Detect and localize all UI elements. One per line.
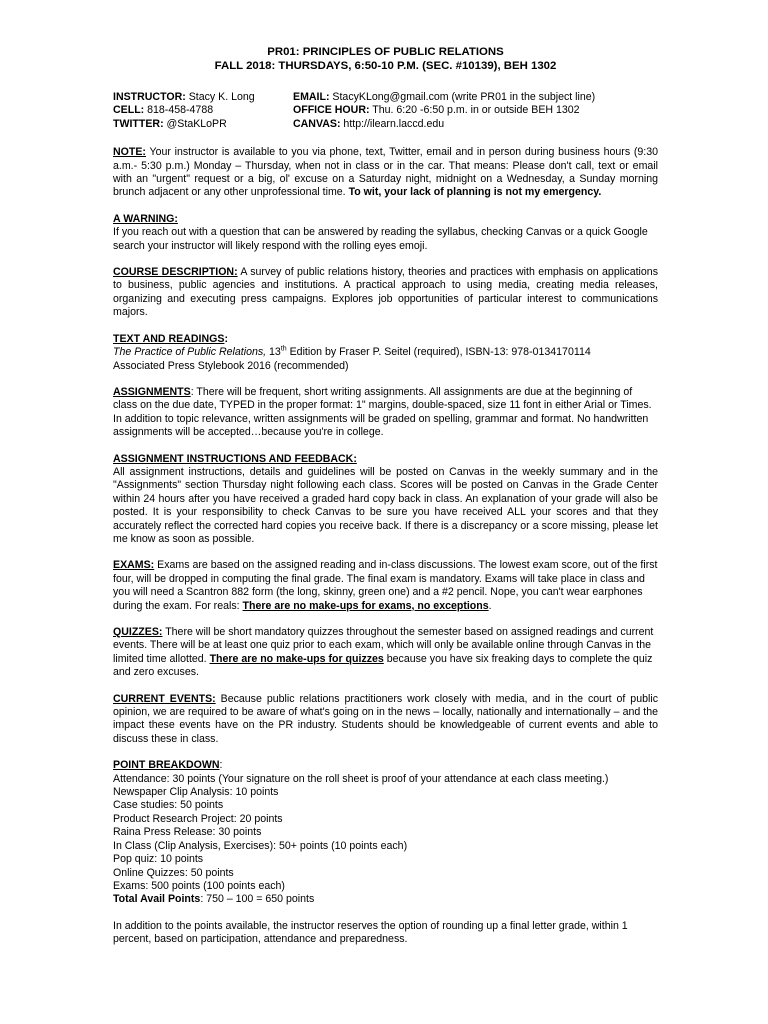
stylebook-line: Associated Press Stylebook 2016 (recommended) [113,359,349,372]
course-description-text: A survey of public relations history, theories and practices with emphasis on applications to business, public agencies and institutions. A practical approach to using media, creating media releases, organizing and executing press campaigns. Explores job opportunities of particular interest to communications majors. [113,266,658,319]
instructor-row [113,91,293,104]
twitter-handle: @StaKLoPR [163,117,227,130]
instructor-name: Stacy K. Long [185,91,255,103]
twitter-row [113,118,293,131]
text-readings-heading: TEXT AND READINGS [113,332,225,345]
cell-row [113,104,293,117]
point-item: Online Quizzes: 50 points [113,866,234,879]
quizzes-text: There will be short mandatory quizzes throughout the semester based on assigned readings and current events. There will be at least one quiz prior to each exam, which will only be available online through Canvas in the limited time allotted. [113,626,654,665]
quizzes-section [113,626,658,680]
course-description-heading: COURSE DESCRIPTION: [113,266,238,279]
warning-heading: A WARNING: [113,212,178,225]
text-readings-section [113,333,658,373]
point-item: Product Research Project: 20 points [113,812,283,825]
cell-number: 818-458-4788 [144,104,214,117]
point-item: In Class (Clip Analysis, Exercises): 50+ points (10 points each) [113,839,408,852]
quizzes-emphasis: There are no make-ups for quizzes [209,652,384,665]
warning-section [113,213,658,253]
instructor-label: INSTRUCTOR: [113,91,186,103]
closing-section [113,920,658,947]
email-address: StacyKLong@gmail.com (write PR01 in the subject line) [329,91,596,103]
note-emphasis: To wit, your lack of planning is not my emergency. [348,186,602,199]
point-breakdown-heading: POINT BREAKDOWN [113,759,220,772]
office-hour-label: OFFICE HOUR: [293,104,370,117]
point-total-label: Total Avail Points [113,893,201,906]
closing-text: In addition to the points available, the instructor reserves the option of rounding up a final letter grade, within 1 percent, based on participation, attendance and preparedness. [113,919,628,946]
current-events-text: Because public relations practitioners work closely with media, and in the court of public opinion, we are required to be aware of what's going on in the news – locally, nationally and internationally – and the impact these events have on the PR industry. Students should be knowledgeable of current events and able to discuss these in class. [113,692,658,745]
instructions-text: All assignment instructions, details and guidelines will be posted on Canvas in the weekly summary and in the "Assignments" section Thursday night following each class. Scores will be posted on Canvas in the Grade Center within 24 hours after you have received a graded hard copy back in class. An explanation of your grade will also be posted. It is your responsibility to check Canvas to be sure you have received ALL your scores and that they accurately reflect the corrected hard copies you receive back. If there is a discrepancy or a score missing, please let me know as soon as possible. [113,465,658,545]
point-item: Pop quiz: 10 points [113,853,204,866]
note-section [113,146,658,200]
exams-text: Exams are based on the assigned reading and in-class discussions. The lowest exam score, out of the first four, will be dropped in computing the final grade. The final exam is mandatory. Exams will take place in class and you will need a Scantron 882 form (the long, skinny, green one) and a #2 pencil. Nope, you can't wear earphones during the exam. For reals: [113,559,658,612]
assignments-heading: ASSIGNMENTS [113,385,191,398]
contact-left-column [113,91,293,131]
point-total-value: : 750 – 100 = 650 points [200,893,315,906]
textbook-title: The Practice of Public Relations, [113,346,267,359]
assignments-text: : There will be frequent, short writing assignments. All assignments are due at the beginning of class on the due date, TYPED in the proper format: 1" margins, double-spaced, size 11 font in either Arial or Times. In addition to topic relevance, written assignments will be graded on spelling, grammar and format. No handwritten assignments will be accepted…because you're in college. [113,385,652,439]
canvas-label: CANVAS: [293,117,341,130]
contact-right-column [293,91,658,131]
point-total [113,893,658,906]
current-events-heading: CURRENT EVENTS: [113,692,216,705]
exams-emphasis: There are no make-ups for exams, no exceptions [242,599,489,612]
office-hour-row [293,104,658,117]
note-heading: NOTE: [113,146,146,159]
note-text: Your instructor is available to you via phone, text, Twitter, email and in person during business hours (9:30 a.m.- 5:30 p.m.) Monday – Thursday, when not in class or in the car. That means: Please don't call, text or email with an "urgent" request or a big, ol' excuse on a Saturday night, midnight on a Wednesday, a Sunday morning brunch adjacent or any other unprofessional time. [113,146,658,199]
instructions-heading: ASSIGNMENT INSTRUCTIONS AND FEEDBACK: [113,452,357,465]
course-schedule: FALL 2018: THURSDAYS, 6:50-10 P.M. (SEC. #10139), BEH 1302 [214,60,557,72]
canvas-url: http://ilearn.laccd.edu [340,117,445,130]
canvas-row [293,118,658,131]
textbook-line [113,346,658,359]
point-item: Attendance: 30 points (Your signature on the roll sheet is proof of your attendance at each class meeting.) [113,772,609,785]
document-body [113,45,658,947]
textbook-edition-suffix: th [280,345,287,353]
textbook-edition: 13 [266,346,281,359]
point-item: Exams: 500 points (100 points each) [113,879,285,892]
instructions-section [113,453,658,547]
point-item: Case studies: 50 points [113,799,224,812]
office-hour-value: Thu. 6:20 -6:50 p.m. in or outside BEH 1302 [369,104,580,117]
point-item: Newspaper Clip Analysis: 10 points [113,786,279,799]
contact-info [113,91,658,131]
point-breakdown-section [113,759,658,906]
course-description-section [113,266,658,320]
exams-end: . [488,599,492,612]
quizzes-end: because you have six freaking days to complete the quiz and zero excuses. [113,652,653,679]
textbook-details: Edition by Fraser P. Seitel (required), ISBN-13: 978-0134170114 [286,346,591,359]
text-readings-colon: : [224,332,228,345]
assignments-section [113,386,658,440]
cell-label: CELL: [113,104,145,117]
email-label: EMAIL: [293,91,330,103]
point-item: Raina Press Release: 30 points [113,826,262,839]
email-row [293,91,658,104]
course-title: PR01: PRINCIPLES OF PUBLIC RELATIONS [267,46,504,58]
quizzes-heading: QUIZZES: [113,626,163,638]
exams-section [113,559,658,613]
exams-heading: EXAMS: [113,559,155,572]
point-breakdown-colon: : [219,759,223,772]
warning-text: If you reach out with a question that can be answered by reading the syllabus, checking Canvas or a quick Google search your instructor will likely respond with the rolling eyes emoji. [113,226,648,252]
current-events-section [113,693,658,747]
twitter-label: TWITTER: [113,117,164,130]
